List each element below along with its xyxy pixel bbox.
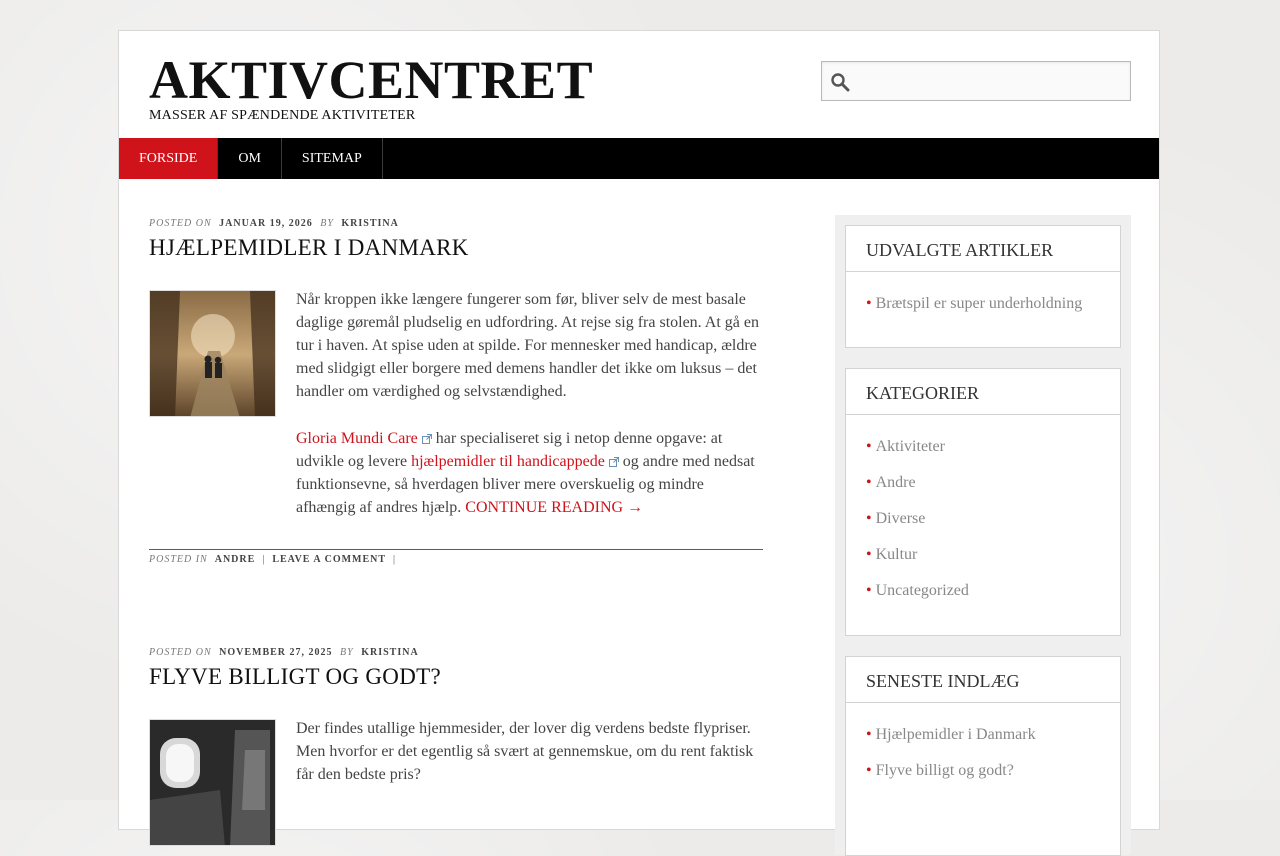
post-paragraph bbox=[296, 427, 763, 519]
recent-post-link[interactable]: Flyve billigt og godt? bbox=[875, 762, 1014, 779]
main-nav bbox=[119, 138, 1159, 179]
sidebar bbox=[835, 215, 1131, 855]
featured-link[interactable]: Brætspil er super underholdning bbox=[875, 295, 1083, 312]
post-title[interactable]: FLYVE BILLIGT OG GODT? bbox=[149, 664, 441, 689]
post-article bbox=[149, 218, 763, 565]
list-item[interactable] bbox=[866, 429, 1100, 465]
list-item[interactable] bbox=[866, 573, 1100, 609]
post-article bbox=[149, 647, 763, 783]
list-item[interactable] bbox=[866, 501, 1100, 537]
widget-title: SENESTE INDLÆG bbox=[846, 657, 1120, 703]
list-item[interactable] bbox=[866, 537, 1100, 573]
featured-list bbox=[846, 272, 1120, 322]
post-text: og andre med nedsat funktionsevne, så hverdagen bliver mere overskuelig og mindre afhængig af andres hjælp. bbox=[296, 453, 755, 516]
link-text[interactable]: Gloria Mundi Care bbox=[296, 430, 418, 447]
post-excerpt bbox=[296, 717, 763, 810]
list-item[interactable] bbox=[866, 717, 1100, 753]
couple-walking-image bbox=[150, 291, 276, 417]
post-title[interactable]: HJÆLPEMIDLER I DANMARK bbox=[149, 235, 469, 260]
separator: | bbox=[262, 554, 266, 565]
search-box[interactable] bbox=[821, 61, 1131, 101]
list-item[interactable] bbox=[866, 465, 1100, 501]
list-item[interactable] bbox=[866, 753, 1100, 789]
widget-title: UDVALGTE ARTIKLER bbox=[846, 226, 1120, 272]
post-thumbnail[interactable] bbox=[149, 719, 276, 846]
recent-posts-widget bbox=[845, 656, 1121, 856]
hjaelpemidler-link[interactable] bbox=[411, 453, 619, 470]
category-link[interactable]: Andre bbox=[875, 474, 916, 491]
post-author[interactable]: KRISTINA bbox=[341, 218, 399, 229]
nav-item-forside[interactable]: FORSIDE bbox=[119, 138, 218, 179]
posted-on-label: POSTED ON bbox=[149, 647, 212, 658]
site-tagline: MASSER AF SPÆNDENDE AKTIVITETER bbox=[149, 108, 416, 123]
link-text[interactable]: hjælpemidler til handicappede bbox=[411, 453, 605, 470]
posted-on-label: POSTED ON bbox=[149, 218, 212, 229]
recent-post-link[interactable]: Hjælpemidler i Danmark bbox=[875, 726, 1036, 743]
category-link[interactable]: Diverse bbox=[875, 510, 926, 527]
gloria-mundi-link[interactable] bbox=[296, 430, 432, 447]
post-date[interactable]: JANUAR 19, 2026 bbox=[219, 218, 313, 229]
external-link-icon bbox=[609, 457, 619, 467]
post-author[interactable]: KRISTINA bbox=[361, 647, 419, 658]
post-footer bbox=[149, 549, 763, 565]
separator: | bbox=[393, 554, 397, 565]
post-meta bbox=[149, 218, 763, 229]
external-link-icon bbox=[422, 434, 432, 444]
nav-item-sitemap[interactable]: SITEMAP bbox=[282, 138, 383, 179]
list-item[interactable] bbox=[866, 286, 1100, 322]
recent-list bbox=[846, 703, 1120, 789]
widget-title: KATEGORIER bbox=[846, 369, 1120, 415]
post-date[interactable]: NOVEMBER 27, 2025 bbox=[219, 647, 333, 658]
site-header bbox=[119, 31, 1159, 138]
post-paragraph: Der findes utallige hjemmesider, der lover dig verdens bedste flypriser. Men hvorfor er det egentlig så svært at gennemskue, om du rent faktisk får den bedste pris? bbox=[296, 720, 754, 783]
search-input[interactable] bbox=[856, 62, 1130, 102]
nav-item-om[interactable]: OM bbox=[218, 138, 282, 179]
post-paragraph: Når kroppen ikke længere fungerer som før, bliver selv de mest basale daglige gøremål pludselig en udfordring. At rejse sig fra stolen. At gå en tur i haven. At spise uden at spilde. For mennesker med handicap, ældre med slidgigt eller borgere med demens handler det ikke om luksus – det handler om værdighed og selvstændighed. bbox=[296, 291, 759, 400]
post-category[interactable]: ANDRE bbox=[214, 554, 256, 565]
categories-list bbox=[846, 415, 1120, 609]
post-text: har specialiseret sig i netop denne opgave: at udvikle og levere bbox=[296, 430, 723, 470]
by-label: BY bbox=[320, 218, 334, 229]
post-meta bbox=[149, 647, 763, 658]
continue-reading-link[interactable]: CONTINUE READING → bbox=[465, 499, 644, 516]
airplane-cabin-image bbox=[150, 720, 276, 846]
posted-in-label: POSTED IN bbox=[149, 554, 208, 565]
category-link[interactable]: Aktiviteter bbox=[875, 438, 945, 455]
categories-widget bbox=[845, 368, 1121, 636]
site-title[interactable]: AKTIVCENTRET bbox=[149, 50, 594, 110]
featured-articles-widget bbox=[845, 225, 1121, 348]
category-link[interactable]: Uncategorized bbox=[875, 582, 969, 599]
category-link[interactable]: Kultur bbox=[875, 546, 918, 563]
post-excerpt bbox=[296, 288, 763, 543]
post-thumbnail[interactable] bbox=[149, 290, 276, 417]
leave-comment-link[interactable]: LEAVE A COMMENT bbox=[272, 554, 387, 565]
search-icon bbox=[830, 72, 850, 92]
page-container bbox=[118, 30, 1160, 830]
by-label: BY bbox=[340, 647, 354, 658]
